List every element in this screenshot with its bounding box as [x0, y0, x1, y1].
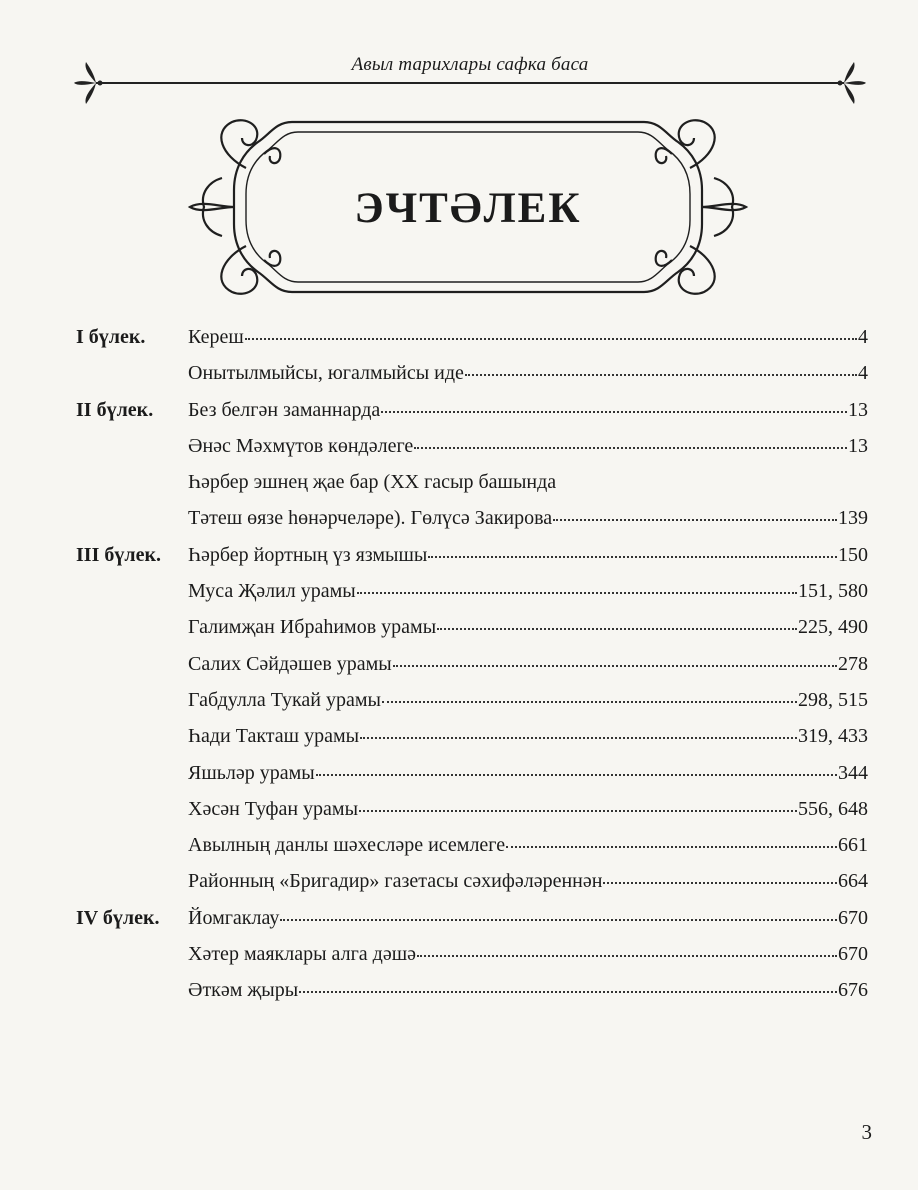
entry-title: Габдулла Тукай урамы: [188, 688, 381, 711]
toc-entry: [188, 361, 868, 385]
page-number: 344: [838, 761, 868, 784]
toc-row: [76, 906, 868, 942]
ornament-right-icon: [828, 60, 868, 106]
toc-row: [76, 398, 868, 434]
toc-entry: [188, 906, 868, 930]
dot-leader: [393, 664, 837, 667]
dot-leader: [299, 990, 837, 993]
toc-row: [76, 942, 868, 978]
entry-title: Онытылмыйсы, югалмыйсы иде: [188, 362, 464, 385]
entry-title: Тәтеш өязе һөнәрчеләре). Гөлүсә Закирова: [188, 507, 553, 530]
toc-row: [76, 579, 868, 615]
title-cartouche: [182, 108, 754, 306]
toc-row: [76, 470, 868, 506]
entry-title: Авылның данлы шәхесләре исемлеге: [188, 834, 506, 857]
section-label: II бүлек.: [76, 398, 154, 421]
toc-row: [76, 688, 868, 724]
dot-leader: [359, 809, 797, 812]
page-number: 670: [838, 943, 868, 966]
dot-leader: [245, 337, 857, 340]
toc-entry: [188, 724, 868, 748]
toc-entry: [188, 434, 868, 458]
entry-title: Муса Җәлил урамы: [188, 580, 356, 603]
toc-entry: [188, 470, 868, 494]
page-number: 319, 433: [798, 725, 868, 748]
section-label: I бүлек.: [76, 326, 146, 348]
entry-title: Йомгаклау: [188, 906, 280, 929]
dot-leader: [414, 446, 847, 449]
dot-leader: [280, 918, 837, 921]
page-number: 676: [838, 979, 868, 1002]
toc-entry: [188, 615, 868, 639]
entry-title: Хәсән Туфан урамы: [188, 797, 359, 820]
toc-entry: [188, 398, 868, 422]
page-number: 556, 648: [798, 797, 868, 820]
dot-leader: [417, 954, 837, 957]
header-rule: [96, 82, 844, 84]
dot-leader: [382, 700, 797, 703]
page-number: 139: [838, 507, 868, 530]
toc-row: [76, 761, 868, 797]
page-number: 278: [838, 652, 868, 675]
entry-title: Әткәм җыры: [188, 979, 299, 1002]
section-label: IV бүлек.: [76, 906, 160, 929]
running-title: Авыл тарихлары сафка баса: [351, 54, 589, 75]
dot-leader: [465, 373, 857, 376]
entry-title: Галимҗан Ибраһимов урамы: [188, 616, 437, 639]
entry-title: Яшьләр урамы: [188, 761, 315, 784]
toc-row: [76, 615, 868, 651]
entry-title: Һәрбер эшнең җае бар (XX гасыр башында: [188, 471, 557, 494]
table-of-contents: [76, 325, 868, 1015]
toc-entry: [188, 833, 868, 857]
dot-leader: [381, 410, 847, 413]
dot-leader: [603, 881, 837, 884]
page-number: 670: [838, 906, 868, 929]
toc-entry: [188, 942, 868, 966]
toc-entry: [188, 579, 868, 603]
dot-leader: [428, 555, 837, 558]
dot-leader: [316, 773, 837, 776]
toc-entry: [188, 761, 868, 785]
page-title: ЭЧТӘЛЕК: [354, 185, 582, 232]
page-number: 4: [858, 326, 868, 348]
entry-title: Кереш: [188, 326, 244, 348]
toc-entry: [188, 688, 868, 712]
toc-entry: [188, 652, 868, 676]
toc-row: [76, 978, 868, 1014]
toc-entry: [188, 543, 868, 567]
section-label: III бүлек.: [76, 543, 161, 566]
entry-title: Салих Сәйдәшев урамы: [188, 652, 392, 675]
page-number: 150: [838, 543, 868, 566]
toc-entry: [188, 978, 868, 1002]
dot-leader: [437, 627, 797, 630]
page-folio: 3: [861, 1120, 872, 1144]
toc-row: [76, 724, 868, 760]
page-number: 225, 490: [798, 616, 868, 639]
toc-row: [76, 797, 868, 833]
page-number: 664: [838, 870, 868, 893]
dot-leader: [506, 845, 837, 848]
page-number: 298, 515: [798, 688, 868, 711]
toc-entry: [188, 869, 868, 893]
toc-row: [76, 506, 868, 542]
entry-title: Районның «Бригадир» газетасы сәхифәләреннән: [188, 870, 603, 893]
page-number: 151, 580: [798, 580, 868, 603]
page-number: 13: [848, 434, 868, 457]
dot-leader: [553, 518, 837, 521]
page-number: 13: [848, 398, 868, 421]
page-number: 661: [838, 834, 868, 857]
page-number: 4: [858, 362, 868, 385]
toc-row: [76, 869, 868, 905]
entry-title: Һәрбер йортның үз язмышы: [188, 543, 428, 566]
toc-entry: [188, 325, 868, 349]
toc-entry: [188, 797, 868, 821]
toc-row: [76, 833, 868, 869]
running-header: [72, 50, 868, 100]
entry-title: Әнәс Мәхмүтов көндәлеге: [188, 434, 414, 457]
dot-leader: [360, 736, 797, 739]
toc-entry: [188, 506, 868, 530]
entry-title: Без белгән заманнарда: [188, 398, 381, 421]
toc-row: [76, 543, 868, 579]
toc-row: [76, 325, 868, 361]
entry-title: Хәтер маяклары алга дәшә: [188, 943, 416, 966]
dot-leader: [357, 591, 797, 594]
toc-row: [76, 434, 868, 470]
entry-title: Һади Такташ урамы: [188, 725, 360, 748]
toc-row: [76, 361, 868, 397]
toc-row: [76, 652, 868, 688]
